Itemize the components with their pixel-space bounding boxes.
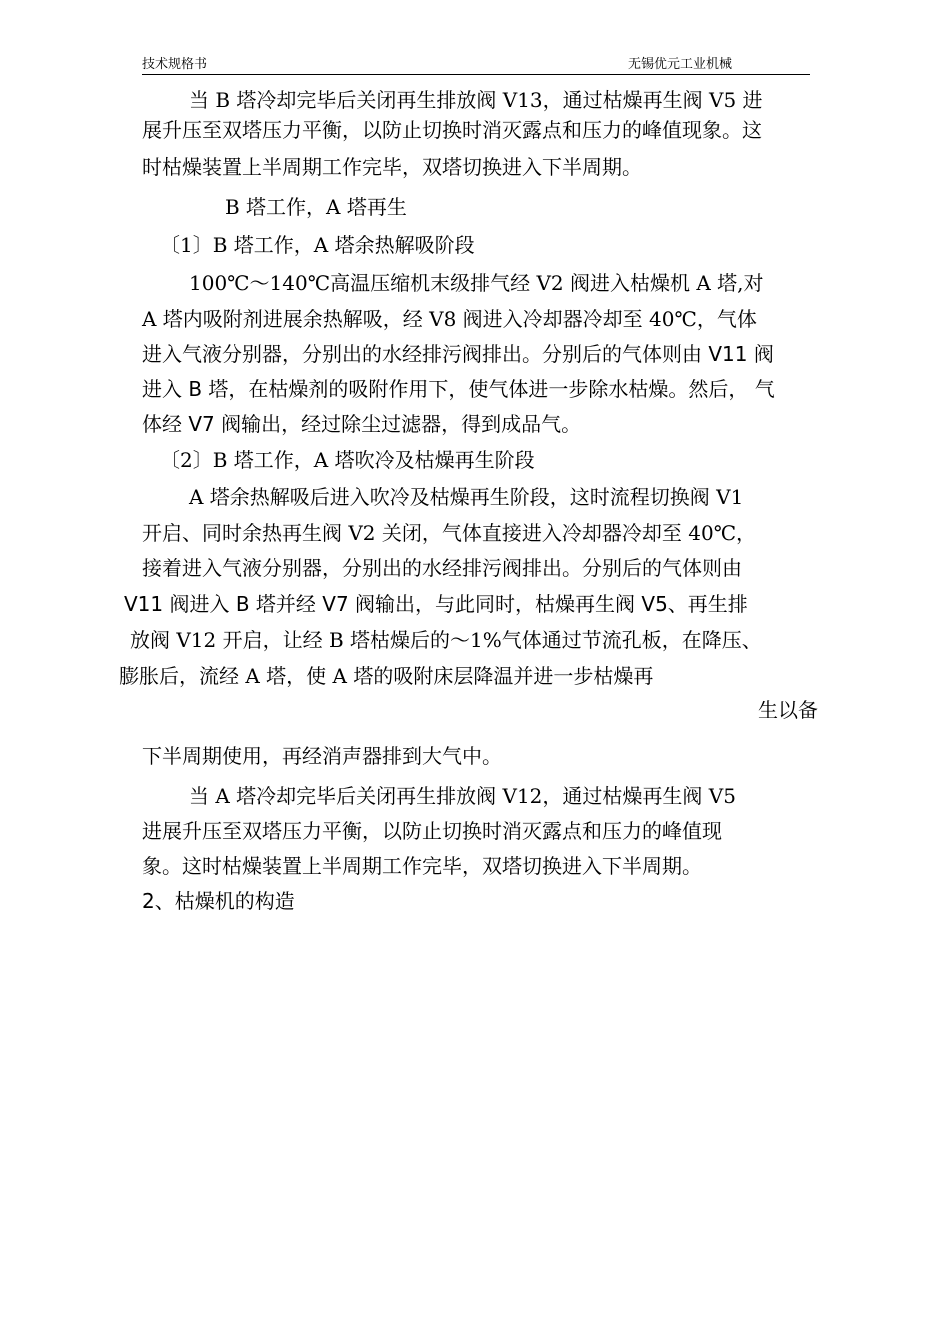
paragraph-line: 进入 B 塔，在枯燥剂的吸附作用下，使气体进一步除水枯燥。然后， 气 [142,377,775,401]
paragraph-line: 下半周期使用，再经消声器排到大气中。 [142,744,502,768]
page-header [142,56,810,75]
paragraph-line: 接着进入气液分别器，分别出的水经排污阀排出。分别后的气体则由 [142,556,742,580]
section-title: 2、枯燥机的构造 [142,889,295,913]
paragraph-line: 放阀 V12 开启，让经 B 塔枯燥后的～1%气体通过节流孔板，在降压、 [130,628,762,652]
paragraph-line: 开启、同时余热再生阀 V2 关闭，气体直接进入冷却器冷却至 40℃， [142,521,757,545]
paragraph-line: 当 A 塔冷却完毕后关闭再生排放阀 V12，通过枯燥再生阀 V5 [189,784,736,808]
header-doc-type: 技术规格书 [142,57,208,72]
paragraph-line: A 塔余热解吸后进入吹冷及枯燥再生阶段，这时流程切换阀 V1 [189,485,744,509]
paragraph-line: 展升压至双塔压力平衡，以防止切换时消灭露点和压力的峰值现象。这 [142,118,762,142]
paragraph-line: 100℃～140℃高温压缩机末级排气经 V2 阀进入枯燥机 A 塔,对 [189,271,764,295]
paragraph-line: 体经 V7 阀输出，经过除尘过滤器，得到成品气。 [142,412,582,436]
paragraph-line: 象。这时枯燥装置上半周期工作完毕，双塔切换进入下半周期。 [142,854,702,878]
step-title: 〔1〕B 塔工作，A 塔余热解吸阶段 [160,233,475,257]
paragraph-line: 当 B 塔冷却完毕后关闭再生排放阀 V13，通过枯燥再生阀 V5 进 [189,88,763,112]
paragraph-line: 进入气液分别器，分别出的水经排污阀排出。分别后的气体则由 V11 阀 [142,342,774,366]
section-heading: B 塔工作，A 塔再生 [225,195,407,219]
paragraph-line: 膨胀后，流经 A 塔，使 A 塔的吸附床层降温并进一步枯燥再 [119,664,654,688]
paragraph-line: 时枯燥装置上半周期工作完毕，双塔切换进入下半周期。 [142,155,642,179]
paragraph-line: A 塔内吸附剂进展余热解吸，经 V8 阀进入冷却器冷却至 40℃，气体 [142,307,757,331]
paragraph-line: V11 阀进入 B 塔并经 V7 阀输出，与此同时，枯燥再生阀 V5、再生排 [124,592,748,616]
paragraph-line: 进展升压至双塔压力平衡，以防止切换时消灭露点和压力的峰值现 [142,819,722,843]
paragraph-line: 生以备 [758,698,818,722]
header-company: 无锡优元工业机械 [628,57,733,72]
step-title: 〔2〕B 塔工作，A 塔吹冷及枯燥再生阶段 [160,448,535,472]
